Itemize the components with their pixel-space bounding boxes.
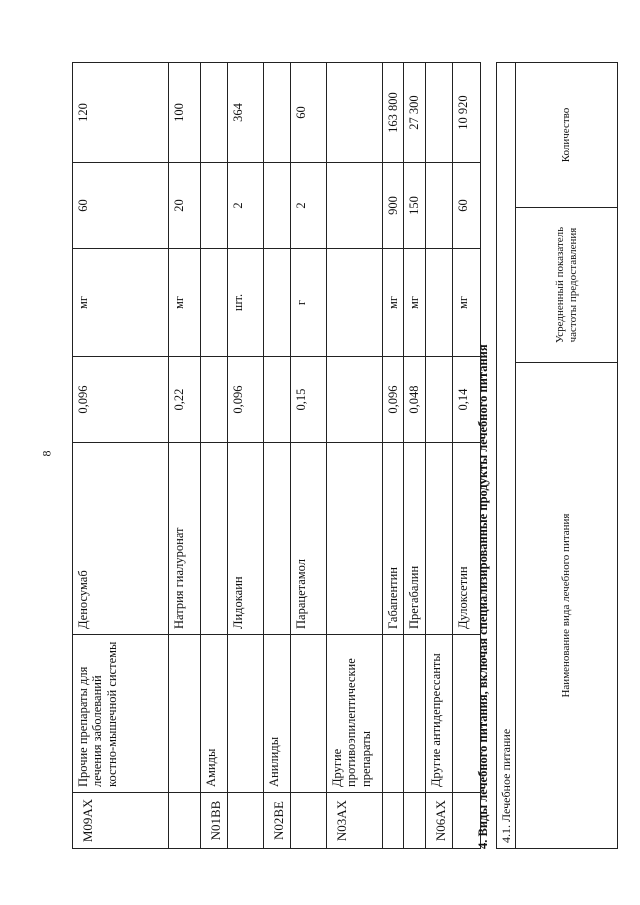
cell-drug: [326, 443, 382, 635]
cell-group: Анилиды: [263, 635, 290, 793]
cell-course: 27 300: [404, 63, 425, 163]
nutrition-table-wrapper: [496, 63, 618, 849]
nutrition-table: [496, 62, 618, 849]
cell-code: N03AX: [326, 793, 382, 849]
cell-course: 60: [290, 63, 326, 163]
cell-course: 163 800: [382, 63, 403, 163]
cell-freq: 0,096: [382, 357, 403, 443]
table-row: [73, 63, 169, 849]
table-row: [290, 63, 326, 849]
table-row: [169, 63, 201, 849]
cell-group: Другие антидепрессанты: [425, 635, 452, 793]
cell-freq: [263, 357, 290, 443]
cell-daily: [201, 163, 228, 249]
section-4-heading: 4. Виды лечебного питания, включая специализированные продукты лечебного питания: [476, 344, 490, 849]
cell-daily: 20: [169, 163, 201, 249]
cell-freq: 0,096: [227, 357, 263, 443]
cell-unit: мг: [404, 249, 425, 357]
cell-freq: [326, 357, 382, 443]
cell-daily: 900: [382, 163, 403, 249]
cell-group: [404, 635, 425, 793]
cell-course: 120: [73, 63, 169, 163]
cell-course: [425, 63, 452, 163]
cell-freq: 0,096: [73, 357, 169, 443]
cell-unit: мг: [169, 249, 201, 357]
cell-course: [201, 63, 228, 163]
cell-daily: 60: [452, 163, 480, 249]
cell-daily: 60: [73, 163, 169, 249]
table-row: [227, 63, 263, 849]
cell-group: [169, 635, 201, 793]
cell-daily: 2: [227, 163, 263, 249]
table-row: [425, 63, 452, 849]
cell-freq: [425, 357, 452, 443]
cell-group: [382, 635, 403, 793]
cell-daily: 2: [290, 163, 326, 249]
cell-code: [404, 793, 425, 849]
cell-freq: 0,14: [452, 357, 480, 443]
cell-daily: [425, 163, 452, 249]
cell-code: N06AX: [425, 793, 452, 849]
cell-course: [326, 63, 382, 163]
table-row: [326, 63, 382, 849]
cell-drug: [425, 443, 452, 635]
cell-unit: мг: [73, 249, 169, 357]
cell-unit: [425, 249, 452, 357]
cell-unit: мг: [382, 249, 403, 357]
cell-unit: шт.: [227, 249, 263, 357]
cell-code: [227, 793, 263, 849]
cell-code: [382, 793, 403, 849]
cell-daily: [263, 163, 290, 249]
cell-daily: [326, 163, 382, 249]
cell-course: 364: [227, 63, 263, 163]
cell-unit: г: [290, 249, 326, 357]
cell-drug: Натрия гиалуронат: [169, 443, 201, 635]
cell-drug: [201, 443, 228, 635]
cell-drug: Габапентин: [382, 443, 403, 635]
cell-unit: мг: [452, 249, 480, 357]
cell-drug: Парацетамол: [290, 443, 326, 635]
header-nutrition-name: Наименование вида лечебного питания: [516, 363, 618, 849]
cell-freq: [201, 357, 228, 443]
cell-drug: Деносумаб: [73, 443, 169, 635]
cell-unit: [201, 249, 228, 357]
cell-unit: [326, 249, 382, 357]
header-quantity: Количество: [516, 62, 618, 207]
cell-code: [169, 793, 201, 849]
table-row: [382, 63, 403, 849]
medications-table: [72, 62, 481, 849]
cell-group: Амиды: [201, 635, 228, 793]
cell-drug: Лидокаин: [227, 443, 263, 635]
cell-freq: 0,22: [169, 357, 201, 443]
cell-drug: [263, 443, 290, 635]
cell-drug: Прегабалин: [404, 443, 425, 635]
cell-group: Другие противоэпилептические препараты: [326, 635, 382, 793]
cell-daily: 150: [404, 163, 425, 249]
cell-course: 10 920: [452, 63, 480, 163]
cell-group: Прочие препараты для лечения заболеваний костно-мышечной системы: [73, 635, 169, 793]
cell-freq: 0,15: [290, 357, 326, 443]
cell-group: [290, 635, 326, 793]
cell-drug: Дулоксетин: [452, 443, 480, 635]
cell-course: [263, 63, 290, 163]
table-row: [263, 63, 290, 849]
cell-group: [227, 635, 263, 793]
cell-freq: 0,048: [404, 357, 425, 443]
cell-code: M09AX: [73, 793, 169, 849]
header-frequency: Усредненный показатель частоты предоставления: [516, 208, 618, 363]
cell-code: N02BE: [263, 793, 290, 849]
cell-code: [290, 793, 326, 849]
cell-course: 100: [169, 63, 201, 163]
nutrition-subheading: 4.1. Лечебное питание: [497, 62, 516, 848]
medications-table-wrapper: [72, 63, 476, 849]
cell-unit: [263, 249, 290, 357]
cell-code: N01BB: [201, 793, 228, 849]
page-number: 8: [39, 450, 54, 457]
table-row: [404, 63, 425, 849]
table-row: [201, 63, 228, 849]
